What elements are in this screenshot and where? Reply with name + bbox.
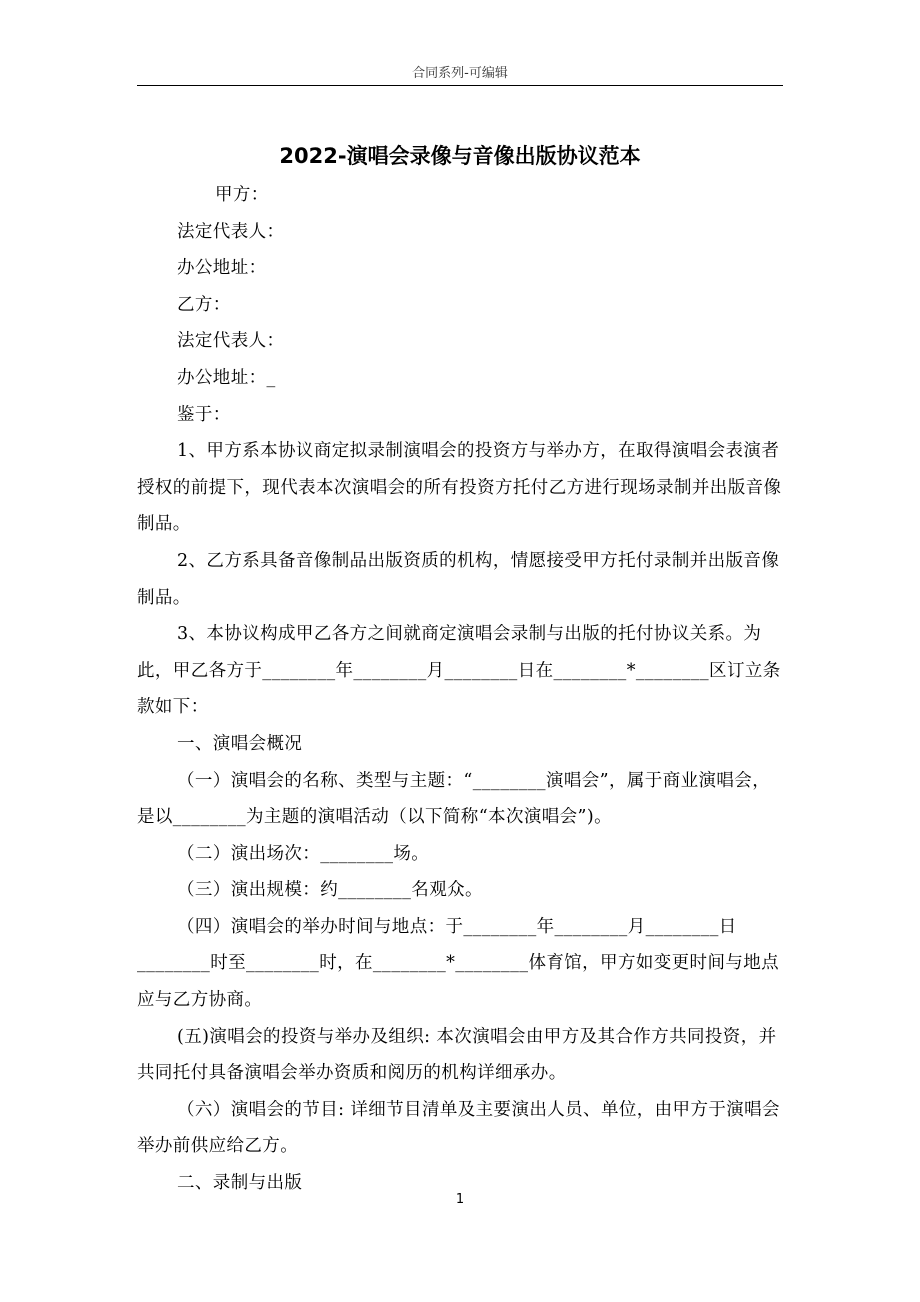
- page-header: 合同系列-可编辑: [412, 66, 508, 81]
- header-divider: [137, 85, 783, 86]
- party-a-rep: 法定代表人：: [177, 221, 285, 242]
- section-1-item-4: （四）演唱会的举办时间与地点：于________年________月________日________时至________时，在________*________体育馆，甲方如变更时间与地点应与乙方协商。: [137, 916, 780, 1011]
- section-1-item-1: （一）演唱会的名称、类型与主题：“________演唱会”，属于商业演唱会，是以________为主题的演唱活动（以下简称“本次演唱会”)。: [137, 770, 771, 828]
- section-1-heading: 一、演唱会概况: [177, 733, 303, 754]
- party-b-address: 办公地址：_: [177, 367, 276, 388]
- section-2-heading: 二、录制与出版: [177, 1173, 303, 1194]
- section-1-item-3: （三）演出规模：约________名观众。: [177, 880, 483, 901]
- page-number: 1: [455, 1192, 465, 1207]
- party-a-label: 甲方：: [215, 185, 269, 205]
- party-b-label: 乙方：: [177, 294, 231, 315]
- whereas-item-1: 1、甲方系本协议商定拟录制演唱会的投资方与举办方，在取得演唱会表演者授权的前提下，现代表本次演唱会的所有投资方托付乙方进行现场录制并出版音像制品。: [137, 441, 782, 535]
- party-a-address: 办公地址：: [177, 258, 267, 279]
- section-1-item-2: （二）演出场次：________场。: [177, 843, 430, 864]
- section-1-item-5: (五)演唱会的投资与举办及组织: 本次演唱会由甲方及其合作方共同投资，并共同托付具备演唱会举办资质和阅历的机构详细承办。: [137, 1026, 777, 1084]
- document-title: 2022-演唱会录像与音像出版协议范本: [279, 144, 641, 168]
- whereas-label: 鉴于：: [177, 404, 231, 425]
- document-body: [137, 177, 783, 1202]
- party-b-rep: 法定代表人：: [177, 331, 285, 352]
- section-1-item-6: （六）演唱会的节目: 详细节目清单及主要演出人员、单位，由甲方于演唱会举办前供应给乙方。: [137, 1099, 780, 1157]
- whereas-item-3: 3、本协议构成甲乙各方之间就商定演唱会录制与出版的托付协议关系。为此，甲乙各方于________年________月________日在________*________区订立条款如下：: [137, 624, 781, 718]
- whereas-item-2: 2、乙方系具备音像制品出版资质的机构，情愿接受甲方托付录制并出版音像制品。: [137, 550, 780, 608]
